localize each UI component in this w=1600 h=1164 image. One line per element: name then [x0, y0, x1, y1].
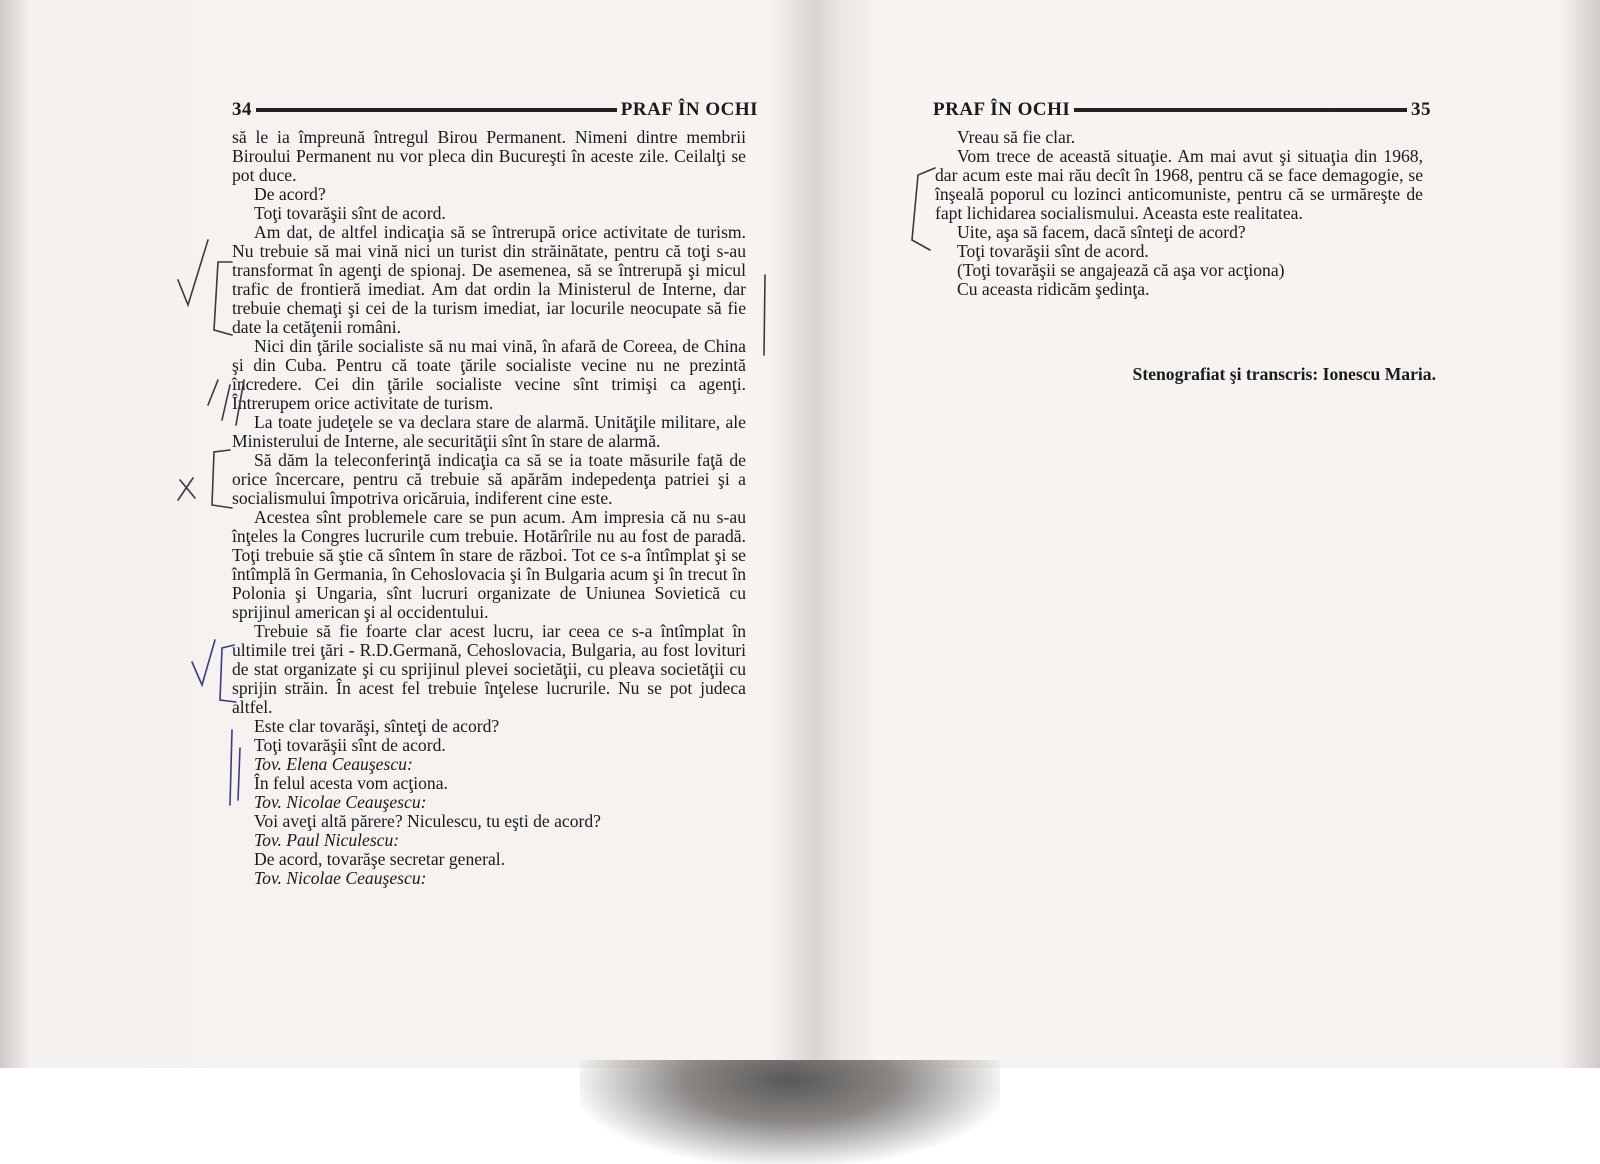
- book-shadow: [580, 1060, 1000, 1164]
- header-rule: [1074, 108, 1407, 112]
- paragraph: Toţi tovarăşii sînt de acord.: [254, 735, 446, 755]
- left-running-head: [232, 98, 758, 122]
- paragraph: Cu aceasta ridicăm şedinţa.: [957, 279, 1150, 299]
- right-page-number: 35: [1411, 99, 1431, 120]
- right-running-title: PRAF ÎN OCHI: [933, 99, 1071, 120]
- paragraph: În felul acesta vom acţiona.: [254, 773, 448, 793]
- paragraph: Voi aveţi altă părere? Niculescu, tu eşti de acord?: [254, 811, 601, 831]
- right-page-body: [935, 128, 1423, 299]
- paragraph: Vreau să fie clar.: [957, 127, 1076, 147]
- transcription-credit: Stenografiat şi transcris: Ionescu Maria.: [1132, 364, 1436, 384]
- paragraph: Nici din ţările socialiste să nu mai vină, în afară de Coreea, de China şi din Cuba. Pentru că toate ţările socialiste vecine nu ne prezintă încredere. Cei din ţările socialiste vecine sînt trimişi ca agenţi. Întrerupem orice activitate de turism.: [232, 336, 746, 413]
- right-running-head: [933, 98, 1431, 122]
- paragraph: Toţi tovarăşii sînt de acord.: [957, 241, 1149, 261]
- header-rule: [256, 108, 617, 112]
- left-page-body: [232, 128, 746, 888]
- speaker-label: Tov. Paul Niculescu:: [254, 830, 400, 850]
- paragraph: Am dat, de altfel indicaţia să se întrerupă orice activitate de turism. Nu trebuie să mai vină nici un turist din străinătate, pentru că toţi s-au transformat în agenţi de spionaj. De asemenea, să se întrerupă şi micul trafic de frontieră imediat. Am dat ordin la Ministerul de Interne, dar trebuie chemaţi şi cei de la turism imediat, iar locurile neocupate să fie date la cetăţenii români.: [232, 222, 746, 337]
- paragraph: (Toţi tovarăşii se angajează că aşa vor acţiona): [957, 260, 1285, 280]
- paragraph: Acestea sînt problemele care se pun acum. Am impresia că nu s-au înţeles la Congres lucrurile cum trebuie. Hotărîrile nu au fost de paradă. Toţi trebuie să ştie că sîntem în stare de război. Tot ce s-a întîmplat şi se întîmplă în Germania, în Cehoslovacia şi în Bulgaria acum şi în trecut în Polonia şi Ungaria, sînt lucruri organizate de Uniunea Sovietică cu sprijinul american şi al occidentului.: [232, 507, 746, 622]
- paragraph: Să dăm la teleconferinţă indicaţia ca să se ia toate măsurile faţă de orice încercare, pentru că trebuie să apărăm indepedenţa patriei şi a socialismului împotriva oricăruia, indiferent cine este.: [232, 450, 746, 508]
- paragraph: La toate judeţele se va declara stare de alarmă. Unităţile militare, ale Ministerului de Interne, ale securităţii sînt în stare de alarmă.: [232, 412, 746, 451]
- paragraph: să le ia împreună întregul Birou Permanent. Nimeni dintre membrii Biroului Permanent nu vor pleca din Bucureşti în aceste zile. Ceilalţi se pot duce.: [232, 127, 746, 185]
- paragraph: Toţi tovarăşii sînt de acord.: [254, 203, 446, 223]
- paragraph: Este clar tovarăşi, sînteţi de acord?: [254, 716, 500, 736]
- paragraph: Uite, aşa să facem, dacă sînteţi de acord?: [957, 222, 1246, 242]
- speaker-label: Tov. Nicolae Ceauşescu:: [254, 868, 427, 888]
- left-page-number: 34: [232, 99, 252, 120]
- paragraph: De acord, tovarăşe secretar general.: [254, 849, 506, 869]
- left-running-title: PRAF ÎN OCHI: [620, 99, 758, 120]
- paragraph: Vom trece de această situaţie. Am mai avut şi situaţia din 1968, dar acum este mai rău decît în 1968, pentru că se face demagogie, se înşeală poporul cu lozinci anticomuniste, pentru că se urmăreşte de fapt lichidarea socialismului. Aceasta este realitatea.: [935, 146, 1423, 223]
- speaker-label: Tov. Nicolae Ceauşescu:: [254, 792, 427, 812]
- paragraph: Trebuie să fie foarte clar acest lucru, iar ceea ce s-a întîmplat în ultimile trei ţări - R.D.Germană, Cehoslovacia, Bulgaria, au fost lovituri de stat organizate şi cu sprijinul plevei societăţii, cu pleava societăţii cu sprijin străin. În acest fel trebuie înţelese lucrurile. Nu se pot judeca altfel.: [232, 621, 746, 717]
- paragraph: De acord?: [254, 184, 326, 204]
- speaker-label: Tov. Elena Ceauşescu:: [254, 754, 413, 774]
